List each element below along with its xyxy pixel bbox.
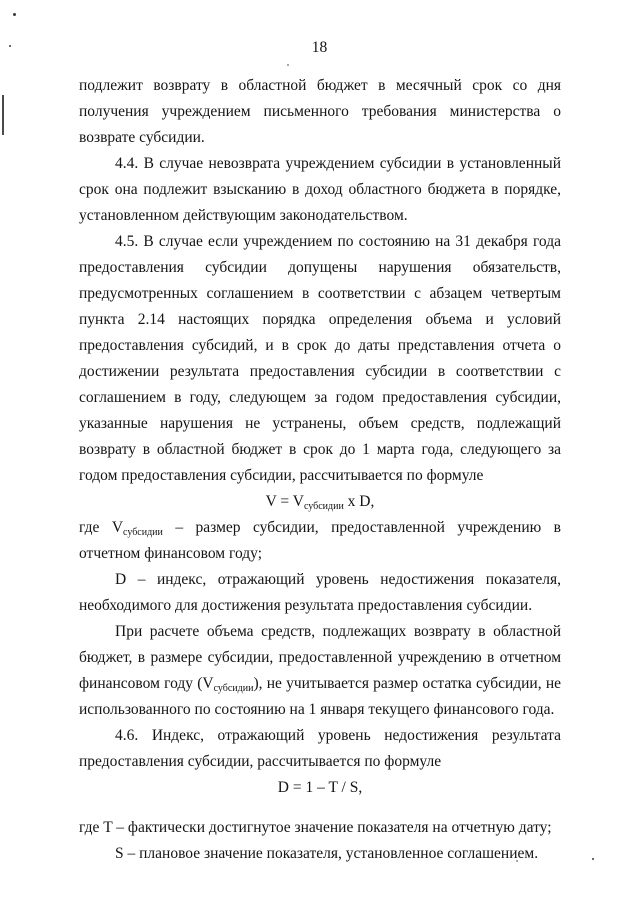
definition-v-text: – размер субсидии, предоставленной учреждению в отчетном финансовом году; <box>79 519 561 562</box>
scan-mark <box>287 64 289 66</box>
definition-v <box>79 515 561 567</box>
definition-v-start: где V <box>79 519 124 536</box>
page-number: 18 <box>311 39 328 56</box>
formula-v-subscript: субсидии <box>303 501 344 512</box>
paragraph-calculation <box>79 619 561 723</box>
formula-v <box>79 489 561 515</box>
scan-mark <box>592 858 594 860</box>
paragraph-continuation: подлежит возврату в областной бюджет в месячный срок со дня получения учреждением письменного требования министерства о возврате субсидии. <box>79 77 561 146</box>
formula-v-main: V = V <box>265 493 304 510</box>
definition-d: D – индекс, отражающий уровень недостижения показателя, необходимого для достижения результата предоставления субсидии. <box>79 571 561 614</box>
paragraph-calculation-start: При расчете объема средств, подлежащих возврату в областной бюджет, в размере субсидии, предоставленной учреждению в отчетном финансовом году (V <box>79 623 561 692</box>
formula-d: D = 1 – T / S, <box>277 779 363 796</box>
scan-mark <box>13 13 16 16</box>
document-body <box>79 73 561 867</box>
paragraph-4-4: 4.4. В случае невозврата учреждением субсидии в установленный срок она подлежит взысканию в доход областного бюджета в порядке, установленном действующим законодательством. <box>79 155 561 224</box>
definition-s: S – плановое значение показателя, установленное соглашением. <box>115 845 539 862</box>
definition-v-subscript: субсидии <box>123 527 163 538</box>
paragraph-calculation-end: ), не учитывается размер остатка субсидии, не использованного по состоянию на 1 января текущего финансового года. <box>79 675 561 718</box>
paragraph-4-5: 4.5. В случае если учреждением по состоянию на 31 декабря года предоставления субсидии допущены нарушения обязательств, предусмотренных соглашением в соответствии с абзацем четвертым пункта 2.14 настоящих порядка определения объема и условий предоставления субсидий, и в срок до даты представления отчета о достижении результата предоставления субсидии в соответствии с соглашением в году, следующем за годом предоставления субсидии, указанные нарушения не устранены, объем средств, подлежащий возврату в областной бюджет в срок до 1 марта года, следующего за годом предоставления субсидии, рассчитывается по формуле <box>79 233 561 484</box>
definition-t: где T – фактически достигнутое значение показателя на отчетную дату; <box>79 819 552 836</box>
paragraph-4-6: 4.6. Индекс, отражающий уровень недостижения результата предоставления субсидии, рассчитывается по формуле <box>79 727 561 770</box>
paragraph-calculation-subscript: субсидии <box>213 683 254 694</box>
scan-mark <box>2 95 4 135</box>
formula-v-tail: x D, <box>343 493 375 510</box>
